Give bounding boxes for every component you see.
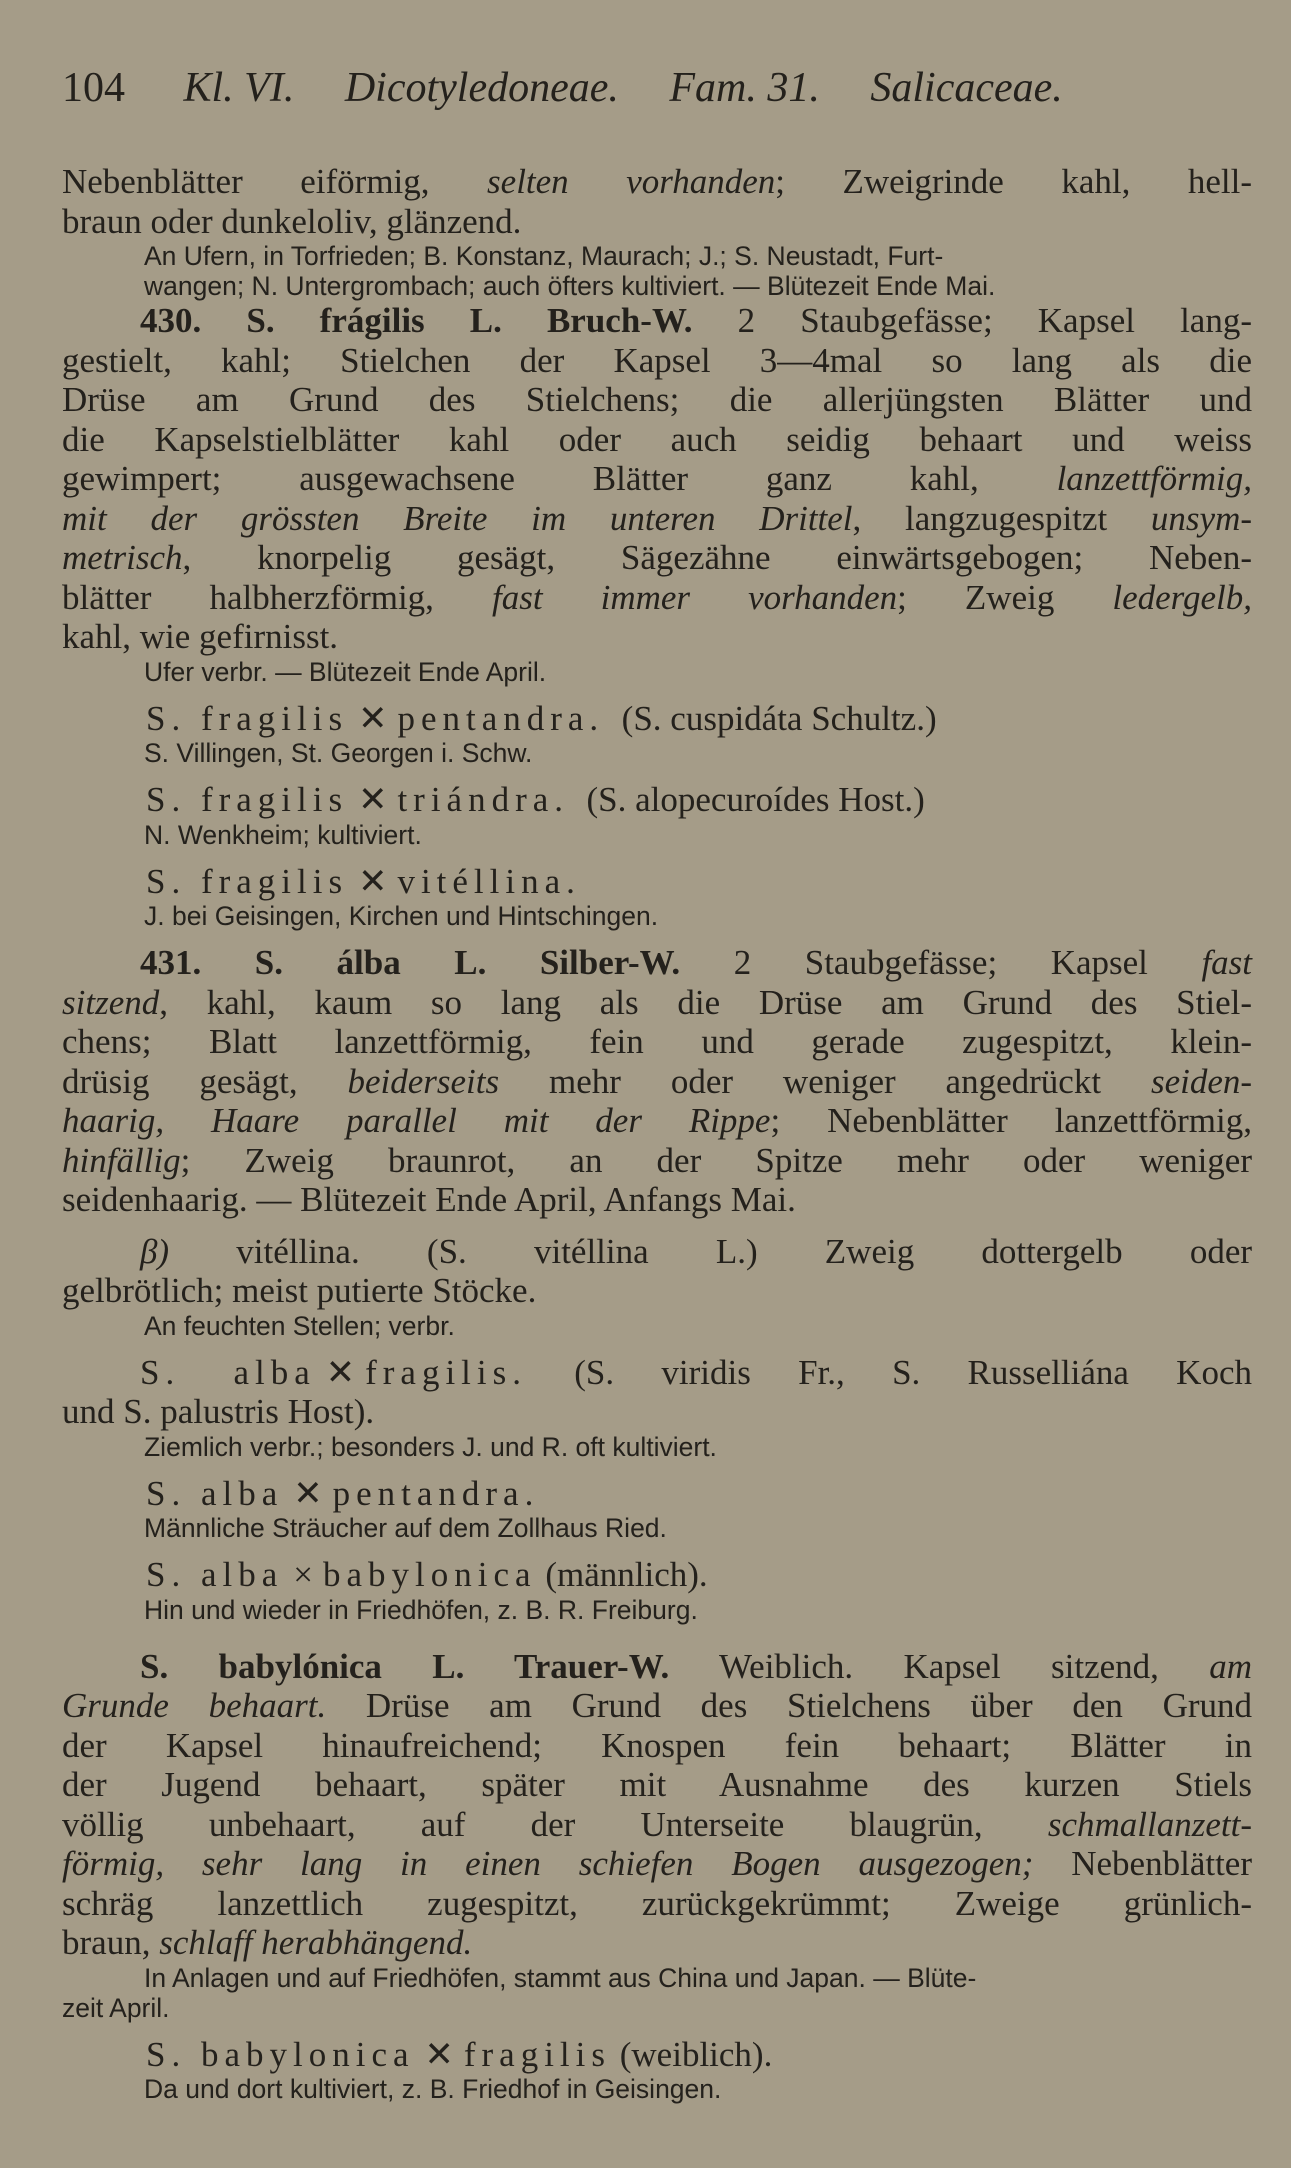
entry-430-line-6: mit der grössten Breite im unteren Drittel, langzugespitzt unsym-	[62, 498, 1253, 538]
hybrid-fragilis-pentandra-locality: S. Villingen, St. Georgen i. Schw.	[144, 738, 533, 768]
header-family-number: Fam. 31.	[669, 65, 820, 111]
hybrid-fragilis-triandra-locality: N. Wenkheim; kultiviert.	[144, 819, 422, 850]
entry-babylonica-line-5: völlig unbehaart, auf der Unterseite blaugrün, schmallanzett-	[62, 1804, 1253, 1844]
cross-icon: ✕	[358, 780, 388, 819]
entry-430-line-7: metrisch, knorpelig gesägt, Sägezähne einwärtsgebogen; Neben-	[62, 538, 1252, 577]
entry-babylonica-line-4: der Jugend behaart, später mit Ausnahme des kurzen Stiels	[62, 1765, 1252, 1804]
entry-431-line-4: drüsig gesägt, beiderseits mehr oder weniger angedrückt seiden-	[62, 1061, 1253, 1101]
entry-431-line-1: 431. S. álba L. Silber-W. 2 Staubgefässe; Kapsel fast	[140, 943, 1253, 982]
hybrid-babylonica-fragilis: S. babylonica ✕ fragilis (weiblich).	[146, 2034, 773, 2074]
entry-431-line-2: sitzend, kahl, kaum so lang als die Drüse am Grund des Stiel-	[62, 982, 1252, 1022]
hybrid-alba-babylonica: S. alba × babylonica (männlich).	[146, 1555, 708, 1594]
hybrid-fragilis-vitellina-locality: J. bei Geisingen, Kirchen und Hintschingen.	[144, 901, 659, 931]
page-number: 104	[62, 65, 125, 111]
intro-line-1: Nebenblätter eiförmig, selten vorhanden; Zweigrinde kahl, hell-	[62, 162, 1253, 201]
cross-icon: ✕	[293, 1473, 323, 1513]
entry-430-line-2: gestielt, kahl; Stielchen der Kapsel 3—4mal so lang als die	[62, 340, 1252, 380]
cross-icon: ✕	[358, 698, 388, 738]
intro-line-2: braun oder dunkeloliv, glänzend.	[62, 201, 522, 241]
hybrid-fragilis-pentandra: S. fragilis ✕ pentandra. (S. cuspidáta Schultz.)	[146, 698, 937, 738]
hybrid-fragilis-triandra: S. fragilis ✕ triándra. (S. alopecuroídes Host.)	[146, 780, 925, 819]
cross-icon: ✕	[358, 861, 388, 901]
cross-icon: ×	[293, 1555, 314, 1594]
cross-icon: ✕	[424, 2034, 454, 2074]
entry-431-line-3: chens; Blatt lanzettförmig, fein und gerade zugespitzt, klein-	[62, 1022, 1252, 1061]
entry-babylonica-line-2: Grunde behaart. Drüse am Grund des Stielchens über den Grund	[62, 1686, 1253, 1725]
hybrid-alba-fragilis-line-1: S. alba ✕ fragilis. (S. viridis Fr., S. Russelliána Koch	[140, 1352, 1252, 1392]
entry-431-line-5: haarig, Haare parallel mit der Rippe; Nebenblätter lanzettförmig,	[62, 1101, 1252, 1140]
hybrid-alba-babylonica-locality: Hin und wieder in Friedhöfen, z. B. R. Freiburg.	[144, 1594, 698, 1625]
header-group: Dicotyledoneae.	[344, 65, 619, 111]
entry-430-line-4: die Kapselstielblätter kahl oder auch seidig behaart und weiss	[62, 419, 1252, 459]
entry-babylonica-locality-2: zeit April.	[62, 1992, 170, 2023]
page-body	[62, 162, 1252, 2104]
header-family-name: Salicaceae.	[870, 65, 1063, 111]
hybrid-babylonica-fragilis-locality: Da und dort kultiviert, z. B. Friedhof in Geisingen.	[144, 2074, 722, 2104]
entry-431-line-7: seidenhaarig. — Blütezeit Ende April, Anfangs Mai.	[62, 1180, 796, 1219]
intro-locality-2: wangen; N. Untergrombach; auch öfters kultiviert. — Blütezeit Ende Mai.	[144, 271, 996, 301]
entry-430-line-5: gewimpert; ausgewachsene Blätter ganz kahl, lanzettförmig,	[62, 459, 1252, 498]
entry-babylonica-line-8: braun, schlaff herabhängend.	[62, 1923, 473, 1962]
variety-vitellina-locality: An feuchten Stellen; verbr.	[144, 1310, 455, 1341]
entry-babylonica-line-1: S. babylónica L. Trauer-W. Weiblich. Kapsel sitzend, am	[140, 1646, 1252, 1686]
entry-babylonica-locality-1: In Anlagen und auf Friedhöfen, stammt aus China und Japan. — Blüte-	[144, 1962, 977, 1993]
variety-vitellina-line-1: β) vitéllina. (S. vitéllina L.) Zweig dottergelb oder	[140, 1231, 1253, 1271]
entry-babylonica-line-7: schräg lanzettlich zugespitzt, zurückgekrümmt; Zweige grünlich-	[62, 1883, 1252, 1923]
hybrid-alba-pentandra-locality: Männliche Sträucher auf dem Zollhaus Ried.	[144, 1513, 667, 1543]
entry-babylonica-heading: S. babylónica L. Trauer-W.	[140, 1646, 670, 1686]
entry-babylonica-line-6: förmig, sehr lang in einen schiefen Bogen ausgezogen; Nebenblätter	[62, 1844, 1252, 1883]
hybrid-alba-fragilis-line-2: und S. palustris Host).	[62, 1392, 375, 1431]
entry-430-line-9: kahl, wie gefirnisst.	[62, 617, 339, 656]
entry-babylonica-line-3: der Kapsel hinaufreichend; Knospen fein behaart; Blätter in	[62, 1725, 1252, 1765]
header-class: Kl. VI.	[183, 65, 295, 111]
entry-430-line-1: 430. S. frágilis L. Bruch-W. 2 Staubgefässe; Kapsel lang-	[140, 301, 1252, 340]
cross-icon: ✕	[325, 1352, 356, 1392]
hybrid-alba-pentandra: S. alba ✕ pentandra.	[146, 1473, 540, 1513]
entry-431-heading: 431. S. álba L. Silber-W.	[140, 943, 681, 982]
running-header	[62, 64, 1162, 112]
entry-430-line-3: Drüse am Grund des Stielchens; die allerjüngsten Blätter und	[62, 380, 1252, 419]
hybrid-alba-fragilis-locality: Ziemlich verbr.; besonders J. und R. oft kultiviert.	[144, 1431, 717, 1462]
entry-430-heading: 430. S. frágilis L. Bruch-W.	[140, 301, 693, 340]
entry-430-line-8: blätter halbherzförmig, fast immer vorhanden; Zweig ledergelb,	[62, 577, 1252, 617]
entry-430-locality: Ufer verbr. — Blütezeit Ende April.	[144, 656, 547, 687]
intro-locality-1: An Ufern, in Torfrieden; B. Konstanz, Maurach; J.; S. Neustadt, Furt-	[144, 241, 944, 271]
entry-431-line-6: hinfällig; Zweig braunrot, an der Spitze mehr oder weniger	[62, 1140, 1252, 1180]
hybrid-fragilis-vitellina: S. fragilis ✕ vitéllina.	[146, 861, 581, 901]
variety-vitellina-line-2: gelbrötlich; meist putierte Stöcke.	[62, 1271, 537, 1310]
